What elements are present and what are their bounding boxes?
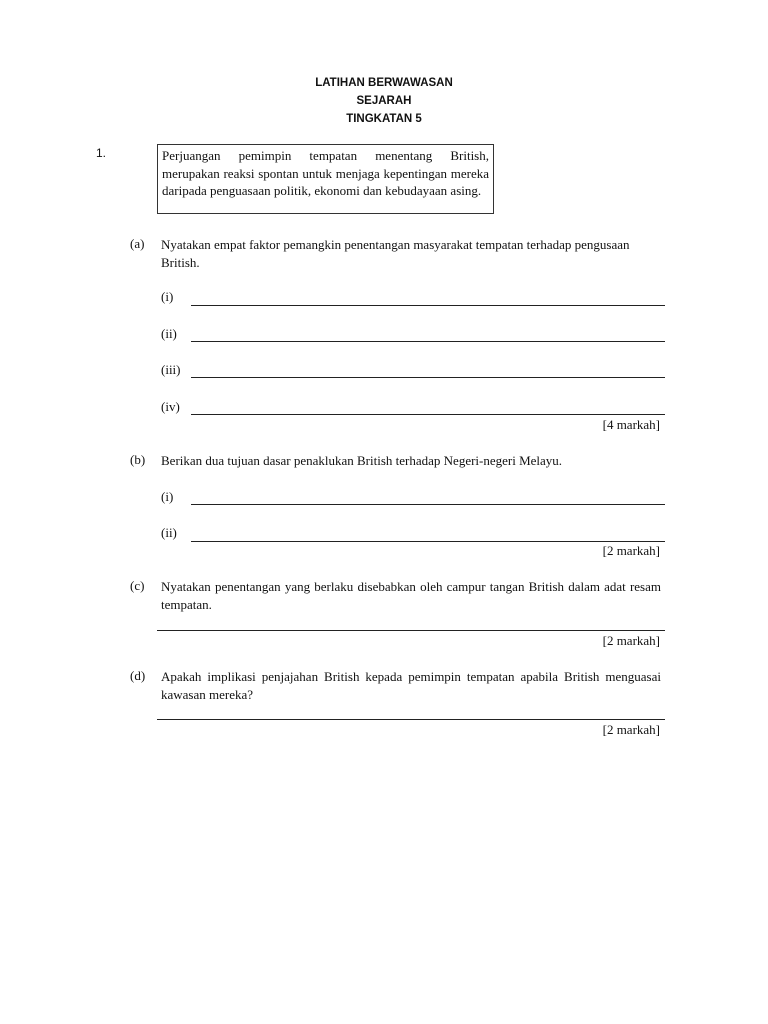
part-c-question: Nyatakan penentangan yang berlaku disebabkan oleh campur tangan British dalam adat resam tempatan. [161,579,661,612]
part-c-label: (c) [130,578,145,593]
part-a-marks: [4 markah] [602,417,660,432]
part-a-sub-4-label: (iv) [161,399,180,414]
part-d-question: Apakah implikasi penjajahan British kepada pemimpin tempatan apabila British menguasai kawasan mereka? [161,669,661,702]
part-d-marks: [2 markah] [602,722,660,737]
part-c-answer-line[interactable] [157,630,665,631]
header-subject: SEJARAH [356,95,412,107]
part-a-label: (a) [130,236,145,251]
part-b-marks: [2 markah] [602,543,660,558]
part-a-question: Nyatakan empat faktor pemangkin penentangan masyarakat tempatan terhadap pengusaan British. [161,237,630,270]
part-a-answer-line-4[interactable] [191,414,665,415]
part-b-answer-line-2[interactable] [191,541,665,542]
document-header [0,74,768,128]
part-a-answer-line-2[interactable] [191,341,665,342]
part-b-question: Berikan dua tujuan dasar penaklukan British terhadap Negeri-negeri Melayu. [161,453,563,468]
stimulus-box: Perjuangan pemimpin tempatan menentang British, merupakan reaksi spontan untuk menjaga kepentingan mereka daripada penguasaan politik, ekonomi dan kebudayaan asing. [157,144,494,214]
part-d-label: (d) [130,668,146,683]
question-number: 1. [96,146,107,160]
part-b-sub-2-label: (ii) [161,525,177,540]
part-c-marks: [2 markah] [602,633,660,648]
part-a-answer-line-1[interactable] [191,305,665,306]
part-a-answer-line-3[interactable] [191,377,665,378]
part-a-sub-1-label: (i) [161,289,174,304]
header-form: TINGKATAN 5 [346,113,422,125]
part-d-answer-line[interactable] [157,719,665,720]
part-a-sub-3-label: (iii) [161,362,181,377]
part-b-answer-line-1[interactable] [191,504,665,505]
part-b-sub-1-label: (i) [161,489,174,504]
part-b-label: (b) [130,452,146,467]
part-a-sub-2-label: (ii) [161,326,177,341]
header-title: LATIHAN BERWAWASAN [315,77,453,89]
